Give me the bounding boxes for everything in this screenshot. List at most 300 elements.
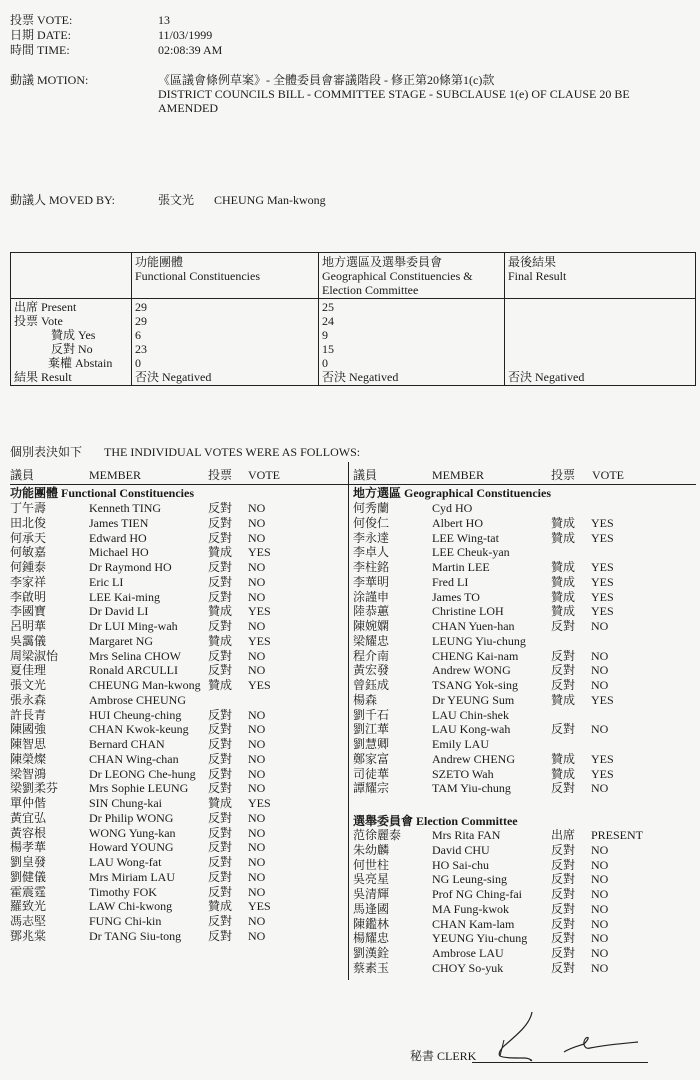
functional-yes: 6 xyxy=(135,328,141,342)
motion-line-chinese: 《區議會條例草案》- 全體委員會審議階段 - 修正第20條第1(c)款 xyxy=(158,73,495,87)
member-name-en: Ambrose LAU xyxy=(432,946,504,960)
member-row xyxy=(10,649,340,664)
functional-present: 29 xyxy=(135,300,147,314)
vote-zh: 反對 xyxy=(551,872,576,887)
member-name-en: LEE Cheuk-yan xyxy=(432,545,510,560)
member-name-en: SIN Chung-kai xyxy=(89,796,162,810)
member-name-zh: 楊耀忠 xyxy=(353,931,390,946)
vote-en: YES xyxy=(591,589,614,604)
member-name-zh: 周梁淑怡 xyxy=(10,648,59,663)
vote-zh: 反對 xyxy=(551,946,576,960)
member-name-zh: 鄧兆棠 xyxy=(10,928,47,943)
member-row xyxy=(10,590,340,605)
motion-line-english-1: DISTRICT COUNCILS BILL - COMMITTEE STAGE - SUBCLAUSE 1(e) OF CLAUSE 20 BE xyxy=(158,87,630,101)
member-row xyxy=(10,545,340,560)
member-name-en: CHEUNG Man-kwong xyxy=(89,678,201,692)
vote-en: NO xyxy=(591,857,609,872)
member-name-zh: 梁劉柔芬 xyxy=(10,781,59,796)
member-name-zh: 蔡素玉 xyxy=(353,960,390,975)
vote-en: NO xyxy=(591,722,609,737)
vote-en: NO xyxy=(591,887,609,901)
member-row xyxy=(353,887,683,902)
member-row xyxy=(353,545,683,560)
member-name-zh: 羅致光 xyxy=(10,899,47,914)
member-name-en: WONG Yung-kan xyxy=(89,825,176,840)
vote-number-value: 13 xyxy=(158,13,170,27)
summary-divider xyxy=(318,253,319,385)
vote-zh: 贊成 xyxy=(551,574,576,589)
col-header-zh: 地方選區及選舉委員會 xyxy=(322,255,443,269)
vote-en: NO xyxy=(591,901,609,916)
member-name-en: TAM Yiu-chung xyxy=(432,781,511,796)
motion-line-english-2: AMENDED xyxy=(158,101,218,115)
member-name-zh: 陳國強 xyxy=(10,722,47,737)
member-name-zh: 楊森 xyxy=(353,692,378,707)
member-name-zh: 陳鑑林 xyxy=(353,916,390,931)
member-name-en: MA Fung-kwok xyxy=(432,901,510,916)
vote-en: YES xyxy=(591,560,614,574)
vote-en: YES xyxy=(248,899,271,914)
member-name-en: Andrew CHENG xyxy=(432,751,515,766)
member-name-zh: 李國寶 xyxy=(10,604,47,619)
member-name-zh: 張文光 xyxy=(10,678,47,692)
member-row xyxy=(353,767,683,782)
member-name-zh: 田北俊 xyxy=(10,515,47,530)
geographical-result: 否決 Negatived xyxy=(322,370,399,384)
member-name-zh: 何鍾泰 xyxy=(10,560,47,574)
member-name-en: Eric LI xyxy=(89,574,124,589)
member-name-en: Edward HO xyxy=(89,530,147,545)
member-row xyxy=(353,843,683,858)
votes-intro-en: THE INDIVIDUAL VOTES WERE AS FOLLOWS: xyxy=(104,445,361,459)
vote-zh: 反對 xyxy=(551,663,576,678)
member-name-en: FUNG Chi-kin xyxy=(89,914,162,928)
member-row xyxy=(353,902,683,917)
vote-zh: 反對 xyxy=(551,931,576,946)
moved-by-english: CHEUNG Man-kwong xyxy=(214,193,326,207)
member-row xyxy=(10,929,340,944)
member-name-zh: 黃宜弘 xyxy=(10,810,47,825)
vote-en: YES xyxy=(591,751,614,766)
member-row xyxy=(353,858,683,873)
member-row xyxy=(353,828,683,843)
vote-zh: 反對 xyxy=(208,914,233,928)
col-header-en: Geographical Constituencies & xyxy=(322,269,473,283)
member-name-zh: 李華明 xyxy=(353,574,390,589)
vote-zh: 反對 xyxy=(551,887,576,901)
member-name-zh: 陳婉嫻 xyxy=(353,619,390,633)
member-name-zh: 霍震霆 xyxy=(10,884,47,899)
member-row xyxy=(10,752,340,767)
vote-zh: 贊成 xyxy=(551,692,576,707)
member-name-zh: 陳榮燦 xyxy=(10,751,47,766)
member-name-zh: 吳清輝 xyxy=(353,887,390,901)
member-name-en: CHAN Yuen-han xyxy=(432,619,515,633)
vote-en: NO xyxy=(248,810,266,825)
member-name-en: Andrew WONG xyxy=(432,663,511,678)
col-header-en-2: Election Committee xyxy=(322,283,419,297)
member-name-en: Fred LI xyxy=(432,574,469,589)
member-name-zh: 馮志堅 xyxy=(10,914,47,928)
vote-en: NO xyxy=(591,916,609,931)
header-member-en: MEMBER xyxy=(89,468,142,482)
moved-by-label: 動議人 MOVED BY: xyxy=(10,193,115,207)
member-name-zh: 梁智鴻 xyxy=(10,766,47,781)
vote-en: NO xyxy=(248,574,266,589)
vote-en: YES xyxy=(248,545,271,560)
vote-zh: 贊成 xyxy=(551,751,576,766)
member-name-en: Mrs Rita FAN xyxy=(432,828,501,842)
row-label-no: 反對 No xyxy=(51,342,93,356)
vote-en: NO xyxy=(591,842,609,857)
summary-header-divider xyxy=(11,298,695,299)
vote-zh: 贊成 xyxy=(551,560,576,574)
vote-en: YES xyxy=(591,574,614,589)
vote-zh: 贊成 xyxy=(208,604,233,619)
member-name-en: Christine LOH xyxy=(432,604,504,619)
vote-en: NO xyxy=(248,781,266,796)
member-row xyxy=(353,663,683,678)
vote-en: YES xyxy=(248,678,271,692)
member-row xyxy=(10,840,340,855)
vote-zh: 贊成 xyxy=(551,589,576,604)
member-row xyxy=(10,531,340,546)
col-header-en: Final Result xyxy=(508,269,567,283)
member-name-en: Margaret NG xyxy=(89,633,154,648)
moved-by-chinese: 張文光 xyxy=(158,193,195,207)
member-name-en: Timothy FOK xyxy=(89,884,157,899)
member-row xyxy=(353,961,683,976)
vote-zh: 反對 xyxy=(551,722,576,737)
member-name-en: Prof NG Ching-fai xyxy=(432,887,522,901)
vote-en: NO xyxy=(591,781,609,796)
member-name-en: LEE Kai-ming xyxy=(89,589,160,604)
member-name-en: CHOY So-yuk xyxy=(432,960,504,975)
vote-en: NO xyxy=(248,560,266,574)
member-row xyxy=(353,678,683,693)
date-label: 日期 DATE: xyxy=(10,28,71,42)
member-name-en: SZETO Wah xyxy=(432,766,494,781)
geographical-values xyxy=(322,300,398,384)
member-row xyxy=(353,575,683,590)
member-name-zh: 朱幼麟 xyxy=(353,842,390,857)
vote-en: YES xyxy=(591,692,614,707)
vote-en: NO xyxy=(248,884,266,899)
vote-zh: 反對 xyxy=(208,810,233,825)
member-row xyxy=(353,722,683,737)
header-vote-en: VOTE xyxy=(248,468,280,482)
vote-zh: 反對 xyxy=(208,501,233,515)
vote-zh: 反對 xyxy=(208,825,233,840)
member-name-en: Martin LEE xyxy=(432,560,490,574)
member-name-en: LAU Kong-wah xyxy=(432,722,511,737)
col-header-zh: 最後結果 xyxy=(508,255,557,269)
member-name-zh: 張永森 xyxy=(10,692,47,707)
member-row xyxy=(10,516,340,531)
vote-en: NO xyxy=(591,678,609,692)
col-header-zh: 功能團體 xyxy=(135,255,184,269)
member-row xyxy=(353,604,683,619)
vote-en: NO xyxy=(248,663,266,678)
vote-en: NO xyxy=(591,872,609,887)
member-name-zh: 何世柱 xyxy=(353,857,390,872)
vote-zh: 反對 xyxy=(208,530,233,545)
member-name-en: Ambrose CHEUNG xyxy=(89,692,186,707)
member-name-zh: 劉慧卿 xyxy=(353,737,390,751)
vote-en: NO xyxy=(248,825,266,840)
member-name-en: LAU Chin-shek xyxy=(432,707,509,722)
member-row xyxy=(353,917,683,932)
member-name-zh: 李啟明 xyxy=(10,589,47,604)
vote-en: NO xyxy=(248,707,266,722)
vote-en: NO xyxy=(248,914,266,928)
member-row xyxy=(10,914,340,929)
vote-zh: 反對 xyxy=(551,648,576,663)
section-title-geographical: 地方選區 Geographical Constituencies xyxy=(353,486,551,500)
vote-en: NO xyxy=(248,766,266,781)
vote-en: NO xyxy=(248,722,266,737)
member-name-zh: 陳智思 xyxy=(10,737,47,751)
vote-zh: 反對 xyxy=(208,619,233,633)
vote-zh: 反對 xyxy=(208,884,233,899)
motion-label: 動議 MOTION: xyxy=(10,73,89,87)
member-row xyxy=(10,634,340,649)
vote-en: NO xyxy=(248,840,266,855)
geographical-no: 15 xyxy=(322,342,334,356)
header-underline xyxy=(10,484,696,485)
date-value: 11/03/1999 xyxy=(158,28,213,42)
member-name-en: James TO xyxy=(432,589,480,604)
member-row xyxy=(10,870,340,885)
member-name-zh: 李卓人 xyxy=(353,545,390,560)
vote-zh: 反對 xyxy=(208,560,233,574)
member-name-zh: 司徒華 xyxy=(353,766,390,781)
member-row xyxy=(10,604,340,619)
member-name-en: LEE Wing-tat xyxy=(432,530,499,545)
vote-en: YES xyxy=(591,515,614,530)
member-row xyxy=(10,722,340,737)
vote-zh: 反對 xyxy=(208,515,233,530)
member-name-en: LAW Chi-kwong xyxy=(89,899,173,914)
member-name-zh: 范徐麗泰 xyxy=(353,828,402,842)
vote-zh: 贊成 xyxy=(551,766,576,781)
vote-zh: 贊成 xyxy=(208,545,233,560)
member-name-zh: 劉千石 xyxy=(353,707,390,722)
header-member-zh: 議員 xyxy=(353,468,378,482)
vote-zh: 贊成 xyxy=(208,633,233,648)
member-name-en: Dr Philip WONG xyxy=(89,810,174,825)
member-name-en: Michael HO xyxy=(89,545,149,560)
member-name-en: HO Sai-chu xyxy=(432,857,489,872)
member-name-en: Emily LAU xyxy=(432,737,489,751)
vote-en: NO xyxy=(591,619,609,633)
member-name-en: Kenneth TING xyxy=(89,501,162,515)
votes-intro-zh: 個別表決如下 xyxy=(10,445,83,459)
member-row xyxy=(10,501,340,516)
member-row xyxy=(10,826,340,841)
vote-zh: 反對 xyxy=(208,589,233,604)
summary-divider xyxy=(131,253,132,385)
member-name-en: YEUNG Yiu-chung xyxy=(432,931,528,946)
member-row xyxy=(10,693,340,708)
member-name-zh: 劉皇發 xyxy=(10,855,47,869)
vote-zh: 反對 xyxy=(208,766,233,781)
member-row xyxy=(10,781,340,796)
member-row xyxy=(10,560,340,575)
member-row xyxy=(10,796,340,811)
member-name-en: CHAN Wing-chan xyxy=(89,751,179,766)
member-name-zh: 何敏嘉 xyxy=(10,545,47,560)
vote-zh: 反對 xyxy=(551,901,576,916)
vote-en: YES xyxy=(591,604,614,619)
vote-en: YES xyxy=(248,796,271,810)
col-header-en: Functional Constituencies xyxy=(135,269,260,283)
member-name-en: Dr David LI xyxy=(89,604,149,619)
member-name-zh: 劉漢銓 xyxy=(353,946,390,960)
vote-zh: 反對 xyxy=(208,663,233,678)
vote-zh: 反對 xyxy=(208,722,233,737)
vote-en: NO xyxy=(248,515,266,530)
member-name-en: LAU Wong-fat xyxy=(89,855,162,869)
vote-en: NO xyxy=(248,530,266,545)
row-label-result: 結果 Result xyxy=(14,370,72,384)
member-name-zh: 鄭家富 xyxy=(353,751,390,766)
member-name-en: CHAN Kwok-keung xyxy=(89,722,189,737)
vote-zh: 反對 xyxy=(208,574,233,589)
member-name-zh: 呂明華 xyxy=(10,619,47,633)
member-name-en: CHENG Kai-nam xyxy=(432,648,519,663)
header-vote-en: VOTE xyxy=(592,468,624,482)
member-name-zh: 劉江華 xyxy=(353,722,390,737)
vote-en: NO xyxy=(591,663,609,678)
member-name-zh: 何俊仁 xyxy=(353,515,390,530)
member-name-en: Ronald ARCULLI xyxy=(89,663,178,678)
clerk-signature-icon xyxy=(490,1010,650,1070)
member-row xyxy=(10,708,340,723)
col-header-functional xyxy=(135,255,260,283)
vote-zh: 反對 xyxy=(551,678,576,692)
vote-zh: 贊成 xyxy=(208,678,233,692)
member-name-en: Cyd HO xyxy=(432,501,473,515)
vote-zh: 反對 xyxy=(551,960,576,975)
member-row xyxy=(353,531,683,546)
geographical-present: 25 xyxy=(322,300,334,314)
vote-zh: 反對 xyxy=(551,842,576,857)
vote-en: NO xyxy=(248,737,266,751)
member-name-en: Mrs Sophie LEUNG xyxy=(89,781,189,796)
time-label: 時間 TIME: xyxy=(10,43,70,57)
member-row xyxy=(10,855,340,870)
member-row xyxy=(353,872,683,887)
member-name-en: Mrs Miriam LAU xyxy=(89,869,175,884)
member-name-zh: 李家祥 xyxy=(10,574,47,589)
member-name-zh: 許長青 xyxy=(10,707,47,722)
member-name-zh: 曾鈺成 xyxy=(353,678,390,692)
clerk-label: 秘書 CLERK xyxy=(410,1049,477,1063)
member-row xyxy=(353,501,683,516)
geographical-abstain: 0 xyxy=(322,356,328,370)
vote-zh: 反對 xyxy=(551,619,576,633)
col-header-final xyxy=(508,255,566,283)
member-row xyxy=(353,590,683,605)
member-name-en: Dr Raymond HO xyxy=(89,560,172,574)
geographical-yes: 9 xyxy=(322,328,328,342)
member-row xyxy=(353,634,683,649)
member-name-en: James TIEN xyxy=(89,515,149,530)
section-title-functional: 功能團體 Functional Constituencies xyxy=(10,486,195,500)
member-row xyxy=(353,619,683,634)
member-name-zh: 吳靄儀 xyxy=(10,633,47,648)
member-row xyxy=(353,737,683,752)
vote-en: NO xyxy=(591,931,609,946)
member-row xyxy=(353,708,683,723)
member-name-zh: 楊孝華 xyxy=(10,840,47,855)
member-row xyxy=(353,693,683,708)
member-row xyxy=(353,649,683,664)
member-row xyxy=(10,885,340,900)
member-row xyxy=(10,811,340,826)
member-name-zh: 李柱銘 xyxy=(353,560,390,574)
member-row xyxy=(10,767,340,782)
header-vote-zh: 投票 xyxy=(208,468,233,482)
member-name-zh: 黃宏發 xyxy=(353,663,390,678)
vote-en: YES xyxy=(248,604,271,619)
vote-zh: 贊成 xyxy=(551,604,576,619)
member-name-en: Howard YOUNG xyxy=(89,840,174,855)
section-title-election: 選舉委員會 Election Committee xyxy=(353,814,518,828)
vote-en: PRESENT xyxy=(591,828,644,842)
vote-en: NO xyxy=(248,855,266,869)
member-row xyxy=(10,663,340,678)
vote-en: NO xyxy=(248,869,266,884)
vote-en: NO xyxy=(591,648,609,663)
member-name-en: Dr LEONG Che-hung xyxy=(89,766,196,781)
functional-values xyxy=(135,300,211,384)
member-row xyxy=(10,899,340,914)
vote-zh: 贊成 xyxy=(551,515,576,530)
vote-zh: 反對 xyxy=(208,648,233,663)
member-row xyxy=(10,737,340,752)
member-row xyxy=(10,575,340,590)
member-name-en: Dr YEUNG Sum xyxy=(432,692,515,707)
member-row xyxy=(353,946,683,961)
member-name-zh: 何秀蘭 xyxy=(353,501,390,515)
member-name-zh: 馬逢國 xyxy=(353,901,390,916)
member-name-zh: 李永達 xyxy=(353,530,390,545)
row-label-abstain: 棄權 Abstain xyxy=(48,356,113,370)
functional-vote: 29 xyxy=(135,314,147,328)
member-row xyxy=(353,781,683,796)
functional-no: 23 xyxy=(135,342,147,356)
row-label-vote: 投票 Vote xyxy=(14,314,63,328)
vote-en: YES xyxy=(591,766,614,781)
vote-zh: 反對 xyxy=(551,781,576,796)
time-value: 02:08:39 AM xyxy=(158,43,223,57)
member-row xyxy=(10,619,340,634)
vote-en: YES xyxy=(591,530,614,545)
vote-zh: 反對 xyxy=(208,751,233,766)
header-vote-zh: 投票 xyxy=(551,468,576,482)
vote-zh: 贊成 xyxy=(208,796,233,810)
member-name-en: LEUNG Yiu-chung xyxy=(432,633,526,648)
vote-zh: 反對 xyxy=(208,855,233,869)
member-name-zh: 陸恭蕙 xyxy=(353,604,390,619)
vote-zh: 贊成 xyxy=(551,530,576,545)
vote-en: YES xyxy=(248,633,271,648)
vote-en: NO xyxy=(591,960,609,975)
geographical-vote: 24 xyxy=(322,314,334,328)
member-name-zh: 涂謹申 xyxy=(353,589,390,604)
